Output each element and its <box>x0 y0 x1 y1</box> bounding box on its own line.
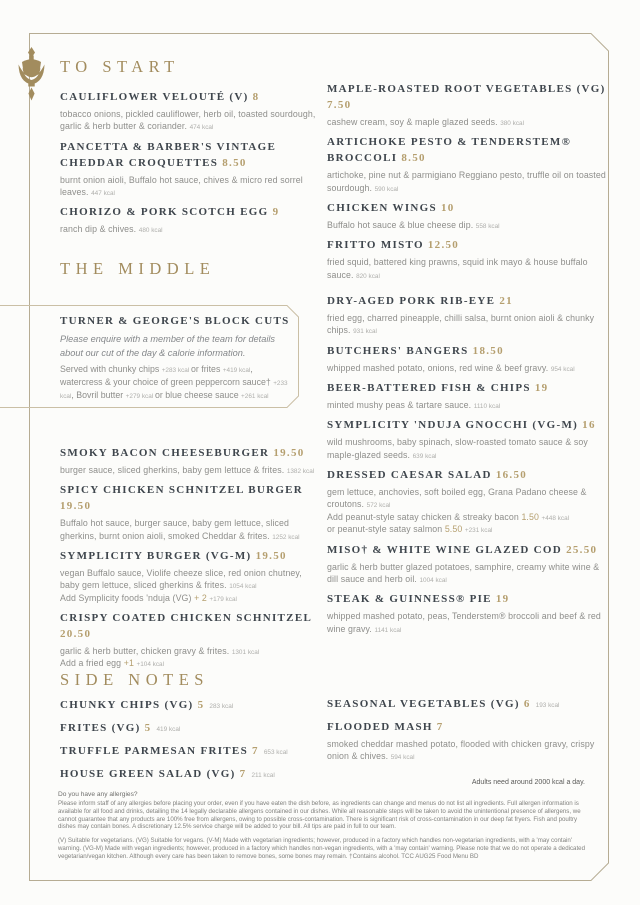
kcal-value: 1110 kcal <box>473 402 501 410</box>
desc-text: or blue cheese sauce <box>154 390 242 401</box>
item-desc <box>327 362 611 374</box>
supplement-price: +1 <box>123 658 137 669</box>
item-kcal: 283 kcal <box>209 703 234 710</box>
desc-text: garlic & herb butter glazed potatoes, samphire, creamy white wine & dill sauce and herb oil. <box>327 561 600 584</box>
menu-item <box>60 744 322 760</box>
menu-item <box>327 697 611 713</box>
item-desc <box>327 169 609 194</box>
kcal-value: 558 kcal <box>475 222 500 230</box>
middle-right-column <box>327 294 611 642</box>
item-name <box>327 201 609 217</box>
block-cuts-note: Please enquire with a member of the team for details about our cut of the day & calorie information. <box>60 334 275 359</box>
block-cuts-body <box>60 363 290 403</box>
block-cuts-title: TURNER & GEORGE'S BLOCK CUTS <box>60 315 290 327</box>
desc-text: Buffalo hot sauce, burger sauce, baby gem lettuce, sliced gherkins, burnt onion aioli, smoked Cheddar & frites. <box>60 518 290 541</box>
desc-text: minted mushy peas & tartare sauce. <box>327 399 474 410</box>
item-desc <box>327 523 611 535</box>
menu-item <box>60 446 318 476</box>
menu-item <box>327 238 609 281</box>
item-desc <box>60 645 318 657</box>
item-name <box>327 697 611 713</box>
desc-text: whipped mashed potato, peas, Tenderstem® broccoli and beef & red wine gravy. <box>327 611 601 634</box>
item-price: 7 <box>235 767 247 780</box>
desc-text: artichoke, pine nut & parmigiano Reggiano pesto, truffle oil on toasted sourdough. <box>327 170 606 193</box>
item-price: 7 <box>432 720 444 733</box>
kcal-value: 572 kcal <box>366 502 391 510</box>
menu-item <box>327 468 611 536</box>
item-desc <box>327 116 609 128</box>
item-kcal: 419 kcal <box>156 725 181 733</box>
item-name <box>60 721 322 737</box>
desc-text: smoked cheddar mashed potato, flooded with chicken gravy, crispy onion & chives. <box>327 738 595 762</box>
item-desc <box>60 517 318 542</box>
menu-item <box>327 201 609 231</box>
menu-item <box>60 721 322 737</box>
item-desc <box>60 108 316 133</box>
desc-text: Add a fried egg <box>60 658 124 669</box>
desc-text: wild mushrooms, baby spinach, slow-roasted tomato sauce & soy maple-glazed seeds. <box>327 437 588 460</box>
item-name-text: CRISPY COATED CHICKEN SCHNITZEL <box>60 612 312 625</box>
kcal-value: +279 kcal <box>125 393 155 401</box>
item-name-text: PANCETTA & BARBER'S VINTAGE CHEDDAR CROQUETTES <box>60 140 277 169</box>
supplement-price: 5.50 <box>444 524 465 535</box>
desc-text: garlic & herb butter, chicken gravy & frites. <box>60 645 232 656</box>
item-kcal: 211 kcal <box>251 771 275 779</box>
item-desc <box>60 464 318 476</box>
item-desc <box>327 610 611 635</box>
item-name <box>327 418 611 434</box>
menu-item <box>327 543 611 586</box>
desc-text: burnt onion aioli, Buffalo hot sauce, chives & micro red sorrel leaves. <box>60 174 303 197</box>
to-start-left-column <box>60 90 316 243</box>
item-price: 21 <box>495 295 513 307</box>
item-name-text: SEASONAL VEGETABLES (VG) <box>327 698 520 710</box>
desc-text: vegan Buffalo sauce, Violife cheeze slice, red onion chutney, baby gem lettuce, sliced gherkins & frites. <box>60 567 302 591</box>
to-start-right-column <box>327 82 609 288</box>
door-knocker-icon <box>17 47 46 103</box>
kcal-value: +419 kcal <box>222 366 251 374</box>
item-name-text: SMOKY BACON CHEESEBURGER <box>60 447 270 459</box>
item-name <box>327 720 611 736</box>
item-name-text: MISO† & WHITE WINE GLAZED COD <box>327 543 563 556</box>
item-name <box>60 549 318 565</box>
menu-item <box>60 205 316 235</box>
item-desc <box>327 436 611 461</box>
desc-text: fried squid, battered king prawns, squid ink mayo & house buffalo sauce. <box>327 257 588 280</box>
item-price: 25.50 <box>562 543 598 556</box>
kcal-value: 480 kcal <box>138 227 163 235</box>
item-price: 16.50 <box>491 469 528 482</box>
item-price: 8 <box>248 91 260 103</box>
desc-text: whipped mashed potato, onions, red wine & beef gravy. <box>327 362 551 373</box>
supplement-price: 1.50 <box>521 511 542 522</box>
item-name-text: FRITTO MISTO <box>327 239 424 252</box>
item-price: 8.50 <box>218 156 247 169</box>
item-price: 19.50 <box>251 549 287 562</box>
kcal-value: 639 kcal <box>412 452 437 460</box>
menu-item <box>60 611 318 670</box>
menu-item <box>327 720 611 763</box>
item-price: 9 <box>268 206 280 219</box>
desc-text: Buffalo hot sauce & blue cheese dip. <box>327 219 476 230</box>
item-desc <box>60 223 316 235</box>
desc-text: gem lettuce, anchovies, soft boiled egg, Grana Padano cheese & croutons. <box>327 487 587 510</box>
item-price: 19 <box>491 593 510 606</box>
item-price: 19.50 <box>60 500 92 513</box>
desc-text: Served with chunky chips <box>60 363 162 374</box>
item-name-text: SPICY CHICKEN SCHNITZEL BURGER <box>60 484 304 497</box>
section-title-the-middle: THE MIDDLE <box>60 259 216 278</box>
item-name-text: BUTCHERS' BANGERS <box>327 344 469 357</box>
item-name <box>60 483 318 515</box>
item-desc <box>327 219 609 231</box>
menu-item <box>327 344 611 374</box>
item-desc <box>327 486 611 511</box>
item-price: 12.50 <box>423 239 460 252</box>
item-price: 16 <box>578 419 596 432</box>
desc-text: Add Symplicity foods 'nduja (VG) <box>60 592 195 603</box>
item-price: 5 <box>140 721 152 734</box>
menu-item <box>60 767 322 783</box>
item-name <box>327 468 611 484</box>
menu-item <box>60 140 316 199</box>
item-desc <box>327 312 611 337</box>
item-price: 19.50 <box>269 447 305 459</box>
desc-text: cashew cream, soy & maple glazed seeds. <box>327 116 501 127</box>
allergy-heading: Do you have any allergies? <box>58 791 138 798</box>
item-name <box>60 205 316 221</box>
desc-text: burger sauce, sliced gherkins, baby gem lettuce & frites. <box>60 464 287 475</box>
item-name <box>60 767 322 783</box>
item-name-text: CHUNKY CHIPS (VG) <box>60 699 194 711</box>
item-desc <box>60 567 318 592</box>
menu-item <box>327 135 609 194</box>
item-desc <box>327 256 609 281</box>
allergy-text: Please inform staff of any allergies before placing your order, even if you have eaten the dish before, as ingredients can change and menus do not list all ingredients. Full allergen information is available for all food and drinks, detailing the 14 legally declarable allergens contained in our dishes. While all reasonable steps will be taken to avoid the unintentional presence of allergens, we cannot guarantee that any products are 100% free from allergens, owing to possible cross-contamination. There is significant risk of cross-contamination in our deep fat fryers. Fish and poultry dishes may contain bones. A discretionary 12.5% service charge will be added to your bill. All tips are paid in full to our team. <box>58 800 581 831</box>
desc-text: or frites <box>191 363 223 374</box>
side-notes-right-column <box>327 697 611 770</box>
desc-text: , Bovril butter <box>71 390 126 401</box>
item-name <box>327 344 611 360</box>
kcal-value: +261 kcal <box>241 393 269 401</box>
menu-item <box>60 549 318 604</box>
item-desc <box>327 399 611 411</box>
kcal-value: +448 kcal <box>541 514 570 522</box>
kcal-value: 380 kcal <box>500 119 524 127</box>
item-desc <box>327 738 611 763</box>
menu-item <box>60 90 316 133</box>
item-price: 19 <box>530 382 549 395</box>
item-name <box>60 90 316 106</box>
section-title-side-notes: SIDE NOTES <box>60 670 209 689</box>
legend-text: (V) Suitable for vegetarians. (VG) Suitable for vegans. (V-M) Made with vegetarian ingredients; however, produced in a factory which handles non-vegetarian ingredients, with a 'may contain' warning. (VG-M) Made with vegan ingredients; however, produced in a factory which handles non-vegan ingredients, with a 'may contain' warning. Please note that we do not operate a dedicated vegetarian/vegan kitchen. Although every care has been taken to remove bones, some bones may remain. †Contains alcohol. TCC AUG25 Food Menu BD <box>58 837 585 860</box>
kcal-value: 1054 kcal <box>229 583 257 591</box>
item-price: 7.50 <box>327 98 352 111</box>
item-name <box>327 543 611 559</box>
kcal-value: 931 kcal <box>353 328 377 336</box>
item-name-text: SYMPLICITY 'NDUJA GNOCCHI (VG-M) <box>327 419 579 432</box>
item-name-text: DRY-AGED PORK RIB-EYE <box>327 295 496 307</box>
item-name <box>327 238 609 254</box>
item-desc <box>60 174 316 199</box>
desc-text: tobacco onions, pickled cauliflower, herb oil, toasted sourdough, garlic & herb butter & coriander. <box>60 108 316 132</box>
item-name <box>60 611 318 643</box>
item-name-text: SYMPLICITY BURGER (VG-M) <box>60 549 252 562</box>
item-name <box>60 446 318 462</box>
kcal-value: +283 kcal <box>161 366 192 374</box>
item-name-text: CAULIFLOWER VELOUTÉ (V) <box>60 91 249 103</box>
fine-print <box>58 791 587 866</box>
supplement-price: + 2 <box>194 592 210 603</box>
item-price: 6 <box>519 698 531 710</box>
item-name-text: CHORIZO & PORK SCOTCH EGG <box>60 206 269 219</box>
kcal-value: 1004 kcal <box>419 576 447 584</box>
kcal-value: 1382 kcal <box>286 467 315 475</box>
item-price: 20.50 <box>60 628 92 641</box>
item-desc <box>60 657 318 669</box>
menu-item <box>327 418 611 461</box>
kcal-value: +104 kcal <box>136 661 165 669</box>
kcal-value: 474 kcal <box>189 124 214 132</box>
item-name-text: STEAK & GUINNESS® PIE <box>327 593 492 606</box>
middle-left-column <box>60 446 318 677</box>
menu-item <box>60 698 322 714</box>
section-title-to-start: TO START <box>60 57 180 76</box>
item-price: 18.50 <box>468 344 504 357</box>
item-name <box>60 744 322 760</box>
item-name-text: TRUFFLE PARMESAN FRITES <box>60 744 248 757</box>
menu-item <box>327 294 611 337</box>
kcal-value: +233 kcal <box>60 380 288 401</box>
desc-text: , watercress & your choice of green peppercorn sauce† <box>60 363 274 388</box>
kcal-value: 954 kcal <box>550 365 575 373</box>
item-name <box>327 294 611 310</box>
item-desc <box>60 592 318 604</box>
item-name <box>60 698 322 714</box>
item-kcal: 653 kcal <box>263 748 288 756</box>
item-price: 5 <box>193 699 205 711</box>
item-name-text: BEER-BATTERED FISH & CHIPS <box>327 382 531 395</box>
menu-item <box>60 483 318 542</box>
menu-item <box>327 82 609 128</box>
desc-text: ranch dip & chives. <box>60 224 139 235</box>
item-name-text: FRITES (VG) <box>60 721 141 734</box>
item-name-text: DRESSED CAESAR SALAD <box>327 469 492 482</box>
item-name-text: CHICKEN WINGS <box>327 201 437 214</box>
kcal-value: 594 kcal <box>390 754 415 762</box>
item-desc <box>327 561 611 586</box>
menu-item <box>327 381 611 411</box>
item-price: 8.50 <box>397 152 426 165</box>
menu-item <box>327 592 611 635</box>
desc-text: or peanut-style satay salmon <box>327 524 445 535</box>
kcal-value: 447 kcal <box>91 189 115 197</box>
kcal-value: 590 kcal <box>374 185 399 193</box>
kcal-value: 820 kcal <box>356 272 380 280</box>
item-price: 10 <box>436 201 455 214</box>
kcal-value: +179 kcal <box>209 595 237 603</box>
item-name <box>327 381 611 397</box>
item-name-text: ARTICHOKE PESTO & TENDERSTEM® BROCCOLI <box>327 136 572 165</box>
item-name <box>327 592 611 608</box>
kcal-value: 1141 kcal <box>374 626 402 634</box>
item-desc <box>327 511 611 523</box>
kcal-value: +231 kcal <box>464 527 493 535</box>
item-name-text: HOUSE GREEN SALAD (VG) <box>60 767 236 780</box>
item-price: 7 <box>248 744 259 757</box>
item-name-text: MAPLE-ROASTED ROOT VEGETABLES (VG) <box>327 83 606 95</box>
kcal-value: 1301 kcal <box>231 648 260 656</box>
desc-text: fried egg, charred pineapple, chilli salsa, burnt onion aioli & chunky chips. <box>327 312 595 336</box>
item-name-text: FLOODED MASH <box>327 720 433 733</box>
item-name <box>327 135 609 167</box>
side-notes-left-column <box>60 698 322 790</box>
kcal-value: 1252 kcal <box>272 533 300 541</box>
item-name <box>60 140 316 172</box>
item-name <box>327 82 609 114</box>
item-kcal: 193 kcal <box>535 702 560 709</box>
adults-kcal-note: Adults need around 2000 kcal a day. <box>471 779 585 786</box>
desc-text: Add peanut-style satay chicken & streaky bacon <box>327 511 522 522</box>
block-cuts-box <box>60 314 290 403</box>
